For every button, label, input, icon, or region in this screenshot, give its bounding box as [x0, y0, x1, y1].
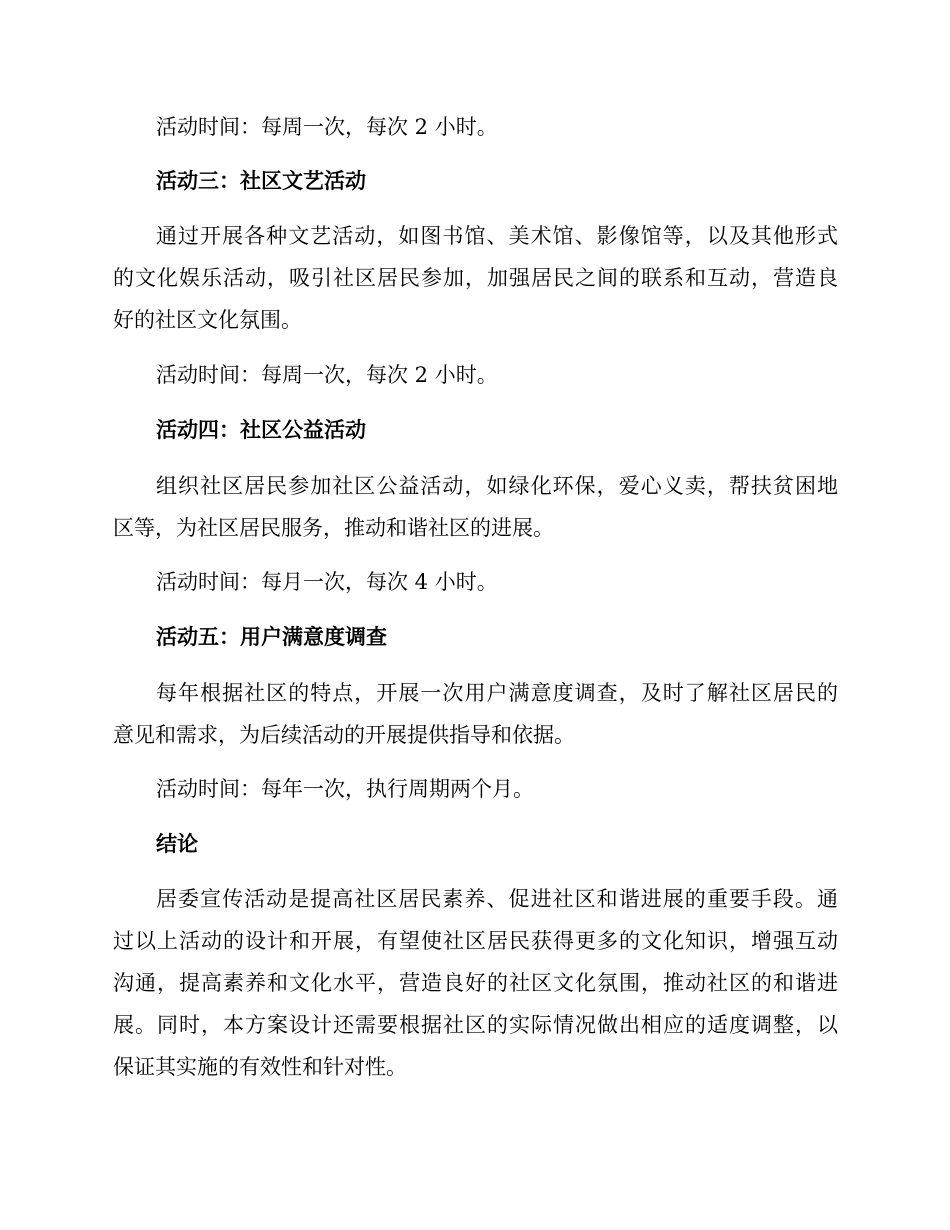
- section-heading-activity-5: 活动五：用户满意度调查: [156, 625, 387, 649]
- paragraph-line: 展。同时，本方案设计还需要根据社区的实际情况做出相应的适度调整，以: [113, 1013, 838, 1037]
- paragraph-line: 区等，为社区居民服务，推动和谐社区的进展。: [113, 516, 554, 540]
- paragraph-line: 沟通，提高素养和文化水平，营造良好的社区文化氛围，推动社区的和谐进: [113, 971, 838, 995]
- activity-time-line: 活动时间：每周一次，每次 2 小时。: [156, 363, 498, 387]
- paragraph-line: 过以上活动的设计和开展，有望使社区居民获得更多的文化知识，增强互动: [113, 929, 838, 953]
- paragraph-line: 意见和需求，为后续活动的开展提供指导和依据。: [113, 723, 575, 747]
- paragraph-line: 保证其实施的有效性和针对性。: [113, 1055, 407, 1079]
- activity-time-line: 活动时间：每月一次，每次 4 小时。: [156, 570, 498, 594]
- paragraph-line: 好的社区文化氛围。: [113, 308, 302, 332]
- section-heading-activity-3: 活动三：社区文艺活动: [156, 169, 366, 193]
- section-heading-conclusion: 结论: [156, 832, 198, 856]
- paragraph-line: 通过开展各种文艺活动，如图书馆、美术馆、影像馆等，以及其他形式: [156, 224, 838, 248]
- paragraph-line: 的文化娱乐活动，吸引社区居民参加，加强居民之间的联系和互动，营造良: [113, 266, 838, 290]
- activity-time-line: 活动时间：每周一次，每次 2 小时。: [156, 115, 498, 139]
- activity-time-line: 活动时间：每年一次，执行周期两个月。: [156, 777, 534, 801]
- section-heading-activity-4: 活动四：社区公益活动: [156, 418, 366, 442]
- paragraph-line: 居委宣传活动是提高社区居民素养、促进社区和谐进展的重要手段。通: [156, 887, 838, 911]
- paragraph-line: 每年根据社区的特点，开展一次用户满意度调查，及时了解社区居民的: [156, 681, 838, 705]
- paragraph-line: 组织社区居民参加社区公益活动，如绿化环保，爱心义卖，帮扶贫困地: [156, 474, 838, 498]
